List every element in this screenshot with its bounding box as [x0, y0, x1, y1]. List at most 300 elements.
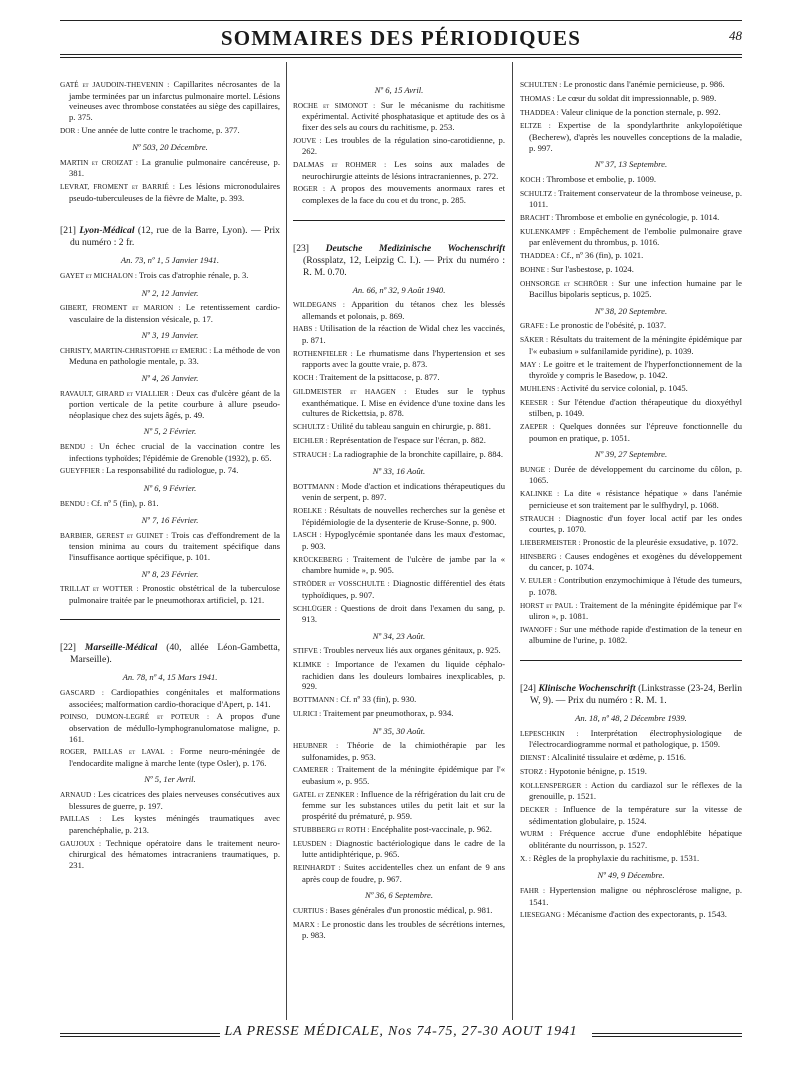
article-entry — [520, 264, 742, 276]
issue-date: Nº 5, 2 Février. — [143, 426, 197, 437]
article-authors: HINSBERG : — [520, 551, 562, 561]
issue-date: Nº 33, 16 Août. — [372, 466, 426, 477]
article-title: Théorie de la chimiothérapie par les sulfonamides, p. 953. — [302, 740, 505, 762]
article-entry — [520, 804, 742, 826]
article-title: A propos des mouvements anormaux rares et complexes de la face du cou et du tronc, p. 285. — [302, 183, 505, 205]
article-authors: DALMAS et ROHMER : — [293, 159, 387, 169]
article-entry — [520, 120, 742, 153]
article-entry — [293, 824, 505, 836]
article-authors: WURM : — [520, 829, 553, 839]
footer-rule-right — [592, 1033, 742, 1037]
article-title: Quelques données sur l'épreuve fonctionnelle du poumon en pratique, p. 1051. — [529, 421, 743, 443]
article-entry — [520, 752, 742, 764]
article-title: Traitement de l'ulcère de jambe par la « chambre humide », p. 905. — [302, 553, 506, 576]
issue-date: Nº 7, 16 Février. — [141, 515, 199, 526]
article-entry — [520, 278, 742, 300]
article-title: Deux cas d'ulcère géant de la portion verticale de la petite courbure à allure pseudo-néoplasique chez des sujets âgés, p. 49. — [69, 387, 280, 420]
article-title: Le pronostic dans les troubles de sécrétions internes, p. 983. — [302, 918, 506, 941]
article-authors: ULRICI : — [293, 708, 322, 718]
article-authors: SCHULTZ : — [520, 188, 557, 198]
issue-date: An. 66, nº 32, 9 Août 1940. — [352, 284, 446, 295]
article-title: Fréquence accrue d'une endophlébite hépatique oblitérante du nourrisson, p. 1527. — [529, 828, 742, 850]
article-entry — [520, 513, 742, 535]
article-title: Traitement conservateur de la thrombose veineuse, p. 1011. — [529, 187, 742, 210]
issue-date: Nº 36, 6 Septembre. — [365, 890, 433, 901]
article-entry — [520, 320, 742, 332]
article-authors: STRAUCH : — [520, 513, 561, 523]
article-title: Traitement par pneumothorax, p. 934. — [321, 707, 454, 718]
journal-name — [326, 243, 505, 254]
article-authors: HABS : — [293, 324, 317, 334]
journal-number: [21] — [60, 225, 80, 237]
article-title: Capillarites nécrosantes de la jambe terminées par un infarctus pulmonaire mortel. Lésions veineuses avec thrombose constatées au siège des capillaires, p. 375. — [69, 79, 281, 122]
issue-date: Nº 4, 26 Janvier. — [141, 373, 199, 384]
article-title: Encéphalite post-vaccinale, p. 962. — [369, 823, 492, 834]
journal-number: [23] — [293, 242, 326, 254]
article-authors: IWANOFF : — [520, 624, 557, 634]
article-authors: SÄKER : — [520, 335, 549, 345]
article-entry — [520, 624, 742, 646]
article-authors: BOHNE : — [520, 264, 549, 274]
article-title: Sur le mécanisme du rachitisme expérimental. Activité phosphatasique et aptitude des os à fixer des sels au cours du rachitisme, p. 253. — [302, 99, 505, 132]
article-authors: SCHLÜGER : — [293, 603, 337, 613]
article-authors: LIEBERMEISTER : — [520, 537, 581, 547]
article-title: Troubles nerveux liés aux organes génitaux, p. 925. — [321, 645, 501, 656]
article-title: A propos d'une observation de médullo-lymphogranulomatose maligne, p. 161. — [69, 711, 280, 744]
article-authors: LEPESCHKIN : — [520, 728, 579, 738]
article-authors: DECKER : — [520, 804, 558, 814]
article-title: Questions de droit dans l'examen du sang, p. 913. — [302, 602, 505, 625]
article-title: Utilisation de la réaction de Widal chez les vaccinés, p. 871. — [302, 323, 506, 346]
article-title: Alcalinité tissulaire et œdème, p. 1516. — [549, 752, 686, 763]
column-divider-2 — [512, 62, 513, 1020]
article-authors: LEUSDEN : — [293, 838, 332, 848]
article-authors: ROELKE : — [293, 506, 327, 516]
article-authors: TRILLAT et WOTTER : — [60, 584, 139, 594]
article-authors: BENDU : — [60, 442, 93, 452]
article-title: Le cœur du soldat dit impressionnable, p. 989. — [554, 92, 717, 103]
article-entry — [520, 909, 742, 921]
article-title: Thrombose et embolie en gynécologie, p. 1014. — [553, 211, 720, 222]
footer-text: LA PRESSE MÉDICALE, Nos 74-75, 27-30 AOUT 1941 — [224, 1024, 578, 1039]
article-authors: FAHR : — [520, 885, 546, 895]
article-authors: STORZ : — [520, 766, 547, 776]
article-entry — [520, 537, 742, 549]
article-authors: CHRISTY, MARTIN-CHRISTOPHE et EMERIC : — [60, 345, 212, 355]
article-entry — [293, 449, 505, 461]
article-title: Empêchement de l'embolie pulmonaire grave par enlèvement du thrombus, p. 1016. — [529, 225, 743, 248]
article-entry — [60, 687, 280, 709]
article-authors: MAY : — [520, 359, 541, 369]
article-entry — [293, 603, 505, 625]
journal-name-text: Lyon-Médical — [79, 225, 135, 237]
article-title: Pronostic de la pleurésie exsudative, p. 1072. — [580, 536, 739, 547]
article-title: Le pronostic dans l'anémie pernicieuse, p. 986. — [561, 79, 725, 89]
journal-name — [79, 225, 134, 236]
article-entry — [293, 708, 505, 720]
article-entry — [293, 505, 505, 527]
page-header — [60, 26, 742, 50]
article-entry — [520, 250, 742, 262]
article-title: Suites accidentelles chez un enfant de 9 ans après coup de foudre, p. 967. — [302, 861, 505, 884]
issue-date: Nº 3, 19 Janvier. — [141, 330, 199, 341]
article-title: Etudes sur le typhus exanthématique. I. Mise en évidence d'une toxine dans les cultures de Rickettsia, p. 878. — [302, 386, 505, 419]
issue-date: Nº 34, 23 Août. — [372, 630, 426, 641]
article-entry — [60, 746, 280, 768]
article-title: Influence de la température sur la vitesse de sédimentation globulaire, p. 1524. — [529, 803, 742, 826]
journal-number: [24] — [520, 683, 539, 695]
article-entry — [60, 302, 280, 324]
column-left — [60, 79, 280, 873]
article-authors: BOTTMANN : — [293, 481, 339, 491]
article-authors: LASCH : — [293, 530, 322, 540]
article-title: La méthode de von Meduna en pathologie mentale, p. 33. — [69, 344, 280, 367]
article-title: La radiographie de la bronchite capillaire, p. 884. — [330, 448, 503, 459]
article-title: Influence de la réfrigération du lait cru de femme sur les substances utiles du petit lait et sur la prospérité du prématuré, p. 959. — [302, 788, 506, 822]
article-title: Durée de développement du carcinome du côlon, p. 1065. — [529, 463, 742, 486]
article-title: Résultats du traitement de la méningite épidémique par l'« eubasium » sulfanilamide pyridine), p. 1039. — [529, 334, 742, 356]
article-authors: KRÜCKEBERG : — [293, 554, 349, 564]
header-rule-top — [60, 20, 742, 21]
article-title: Les soins aux malades de neurochirurgie atteints de lésions intracraniennes, p. 272. — [302, 158, 506, 181]
issue-date: Nº 5, 1er Avril. — [144, 774, 196, 785]
article-entry — [520, 766, 742, 778]
article-entry — [60, 441, 280, 463]
article-authors: MARTIN et CROIZAT : — [60, 157, 138, 167]
article-authors: KULENKAMPF : — [520, 226, 576, 236]
article-entry — [520, 359, 742, 381]
article-authors: BOTTMANN : — [293, 695, 339, 705]
article-authors: PAILLAS : — [60, 814, 102, 824]
article-entry — [293, 100, 505, 133]
article-title: Les troubles de la régulation sino-carotidienne, p. 262. — [302, 134, 505, 157]
article-authors: BRACHT : — [520, 212, 554, 222]
page-number: 48 — [729, 28, 742, 43]
article-authors: POINSO, DUMON-LEGRÉ et POTEUR : — [60, 712, 210, 722]
article-title: La dite « résistance hépatique » dans l'anémie pernicieuse et son traitement par le sulfhydryl, p. 1068. — [529, 488, 742, 510]
article-entry — [520, 885, 742, 907]
article-entry — [293, 694, 505, 706]
article-authors: GILDMEISTER et HAAGEN : — [293, 387, 407, 396]
article-entry — [520, 780, 742, 802]
article-entry — [60, 388, 280, 421]
article-authors: OHNSORGE et SCHRÖER : — [520, 278, 614, 288]
article-authors: ZAEPER : — [520, 422, 555, 432]
article-authors: GATÉ et JAUDOIN-THEVENIN : — [60, 80, 170, 89]
section-separator — [520, 660, 742, 661]
article-title: Traitement de la méningite épidémique par l'« eubasium », p. 955. — [302, 764, 505, 787]
issue-date: Nº 2, 12 Janvier. — [141, 287, 199, 298]
journal-heading — [60, 642, 280, 666]
article-entry — [293, 659, 505, 692]
article-authors: GATEL et ZENKER : — [293, 789, 359, 799]
issue-date: An. 18, nº 48, 2 Décembre 1939. — [575, 713, 687, 724]
article-title: Le goitre et le traitement de l'hyperfonctionnement de la thyroïde y compris le Basedow, p. 1042. — [529, 358, 742, 381]
article-authors: KOLLENSPERGER : — [520, 780, 588, 790]
article-entry — [60, 465, 280, 477]
issue-date: Nº 37, 13 Septembre. — [594, 159, 668, 170]
article-entry — [520, 551, 742, 573]
issue-date: An. 73, nº 1, 5 Janvier 1941. — [120, 255, 220, 266]
article-authors: WILDEGANS : — [293, 300, 345, 310]
article-title: Diagnostic d'un foyer local actif par les ondes courtes, p. 1070. — [529, 512, 742, 535]
article-title: Bases générales d'un pronostic médical, p. 981. — [327, 904, 493, 915]
article-authors: V. EULER : — [520, 576, 557, 586]
issue-date: Nº 6, 9 Février. — [143, 483, 197, 493]
article-authors: KEESER : — [520, 397, 554, 407]
journal-heading — [293, 243, 505, 279]
article-entry — [60, 157, 280, 179]
journal-heading — [520, 683, 742, 707]
article-title: Causes endogènes et exogènes du développement du cancer, p. 1074. — [529, 550, 742, 573]
article-entry — [293, 299, 505, 321]
article-title: La granulie pulmonaire cancéreuse, p. 381. — [69, 156, 280, 179]
article-authors: EICHLER : — [293, 435, 328, 445]
journal-details: (Linkstrasse (23-24, Berlin W, 9). — Prix du numéro : R. M. 1. — [530, 683, 742, 707]
article-entry — [60, 838, 280, 871]
article-title: Apparition du tétanos chez les blessés allemands et polonais, p. 869. — [302, 299, 505, 321]
article-entry — [293, 905, 505, 917]
article-entry — [293, 135, 505, 157]
article-entry — [293, 838, 505, 860]
issue-date: Nº 39, 27 Septembre. — [594, 449, 668, 460]
article-title: Valeur clinique de la ponction sternale, p. 992. — [558, 106, 721, 117]
article-authors: MUHLENS : — [520, 383, 560, 393]
article-authors: DIENST : — [520, 753, 550, 763]
article-authors: KALINKE : — [520, 489, 560, 499]
journal-details: (12, rue de la Barre, Lyon). — Prix du numéro : 2 fr. — [70, 225, 280, 249]
article-entry — [60, 345, 280, 367]
article-entry — [520, 79, 742, 91]
journal-details: (Rossplatz, 12, Leipzig C. I.). — Prix du numéro : R. M. 0.70. — [303, 254, 505, 278]
article-authors: HORST et PAUL : — [520, 600, 578, 610]
section-separator — [293, 220, 505, 221]
article-title: Cf. nº 33 (fin), p. 930. — [338, 694, 417, 705]
column-middle — [293, 79, 505, 943]
issue-date: Nº 6, 15 Avril. — [374, 85, 424, 95]
article-entry — [520, 488, 742, 510]
article-entry — [293, 578, 505, 600]
article-title: Hypoglycémie spontanée dans les maux d'estomac, p. 903. — [302, 529, 505, 552]
header-rule-bottom — [60, 54, 742, 55]
article-entry — [520, 188, 742, 210]
issue-date: Nº 503, 20 Décembre. — [132, 142, 208, 153]
article-authors: GAUJOUX : — [60, 838, 102, 848]
article-entry — [60, 270, 280, 282]
article-authors: THOMAS : — [520, 93, 555, 103]
column-divider-1 — [286, 62, 287, 1020]
article-entry — [293, 862, 505, 884]
article-entry — [520, 397, 742, 419]
article-entry — [293, 740, 505, 762]
article-authors: X. : — [520, 853, 531, 863]
article-entry — [293, 764, 505, 786]
article-title: Sur l'étendue d'action thérapeutique du dioxyéthyl stilben, p. 1049. — [529, 396, 743, 419]
article-title: Technique opératoire dans le traitement neuro-chirurgical des hématomes intracraniens traumatiques, p. 231. — [69, 837, 280, 870]
article-title: Sur l'asbestose, p. 1024. — [549, 263, 634, 274]
article-entry — [293, 529, 505, 551]
article-authors: STUBBBERG et ROTH : — [293, 824, 370, 834]
article-authors: KOCH : — [520, 174, 545, 184]
article-entry — [293, 481, 505, 503]
issue-date: Nº 35, 30 Août. — [372, 725, 426, 736]
article-entry — [293, 421, 505, 433]
article-entry — [520, 93, 742, 105]
journal-name-text: Marseille-Médical — [84, 642, 158, 654]
article-title: Traitement de la méningite épidémique par l'« uliron », p. 1081. — [529, 599, 742, 622]
article-title: Les lésions micronodulaires pseudo-tuberculeuses de la fièvre de Malte, p. 393. — [69, 181, 280, 203]
article-entry — [293, 323, 505, 345]
article-title: Forme neuro-méningée de l'endocardite maligne à marche lente (type Osler), p. 176. — [69, 746, 280, 768]
article-authors: ROGER : — [293, 184, 325, 194]
article-entry — [520, 383, 742, 395]
article-title: Thrombose et embolie, p. 1009. — [544, 173, 657, 184]
article-authors: STIFVE : — [293, 646, 322, 656]
article-authors: LIESEGANG : — [520, 910, 565, 920]
article-title: Action du cardiazol sur le réflexes de la grenouille, p. 1521. — [529, 779, 742, 802]
article-title: Le retentissement cardio-vasculaire de la distension vésicale, p. 17. — [69, 302, 280, 324]
article-entry — [60, 583, 280, 605]
section-separator — [60, 619, 280, 620]
article-authors: HEUBNER : — [293, 741, 339, 751]
article-title: Le pronostic de l'obésité, p. 1037. — [547, 320, 667, 331]
article-authors: BARBIER, GEREST et GUINET : — [60, 530, 169, 540]
article-authors: RAVAULT, GIRARD et VIALLIER : — [60, 388, 174, 398]
column-right — [520, 79, 742, 923]
article-authors: MARX : — [293, 919, 320, 929]
article-title: Diagnostic différentiel des états typhoïdiques, p. 907. — [302, 578, 505, 600]
article-entry — [520, 853, 742, 865]
page-title: SOMMAIRES DES PÉRIODIQUES — [220, 26, 582, 50]
article-entry — [520, 421, 742, 443]
article-title: Interprétation électrophysiologique de l'électrocardiogramme normal et pathologique, p. 1509. — [529, 727, 742, 750]
article-entry — [60, 813, 280, 835]
article-authors: STRÖDER et VOSSCHULTE : — [293, 579, 390, 589]
article-title: Les kystes méningés traumatiques avec parenchéphalie, p. 213. — [69, 813, 280, 836]
header-rule-bottom-2 — [60, 57, 742, 58]
article-title: Activité du service colonial, p. 1045. — [559, 382, 688, 393]
article-authors: GASCARD : — [60, 687, 104, 697]
article-title: Importance de l'examen du liquide céphalo-rachidien dans les douleurs lombaires inexplicables, p. 929. — [302, 659, 505, 692]
journal-number: [22] — [60, 642, 85, 654]
article-authors: ROTHENFIELER : — [293, 348, 353, 358]
article-title: Hypertension maligne ou néphrosclérose maligne, p. 1541. — [529, 884, 742, 907]
article-title: Hypotonie bénigne, p. 1519. — [546, 765, 647, 776]
issue-date: An. 78, nº 4, 15 Mars 1941. — [122, 672, 218, 683]
article-title: Mode d'action et indications thérapeutiques du venin de serpent, p. 897. — [302, 480, 505, 503]
article-title: Trois cas d'atrophie rénale, p. 3. — [136, 269, 249, 280]
issue-date: Nº 8, 23 Février. — [141, 568, 199, 579]
article-title: Résultats de nouvelles recherches sur la genèse et l'épidémiologie de la dysenterie de Kruse-Sonne, p. 900. — [302, 505, 506, 527]
article-entry — [293, 183, 505, 205]
article-entry — [520, 828, 742, 850]
article-authors: THADDEA : — [520, 251, 559, 261]
article-authors: ELTZE : — [520, 121, 551, 131]
article-authors: KLIMKE : — [293, 660, 330, 670]
article-entry — [293, 919, 505, 941]
article-entry — [520, 107, 742, 119]
article-authors: DOR : — [60, 125, 80, 135]
article-entry — [520, 575, 742, 597]
article-title: La responsabilité du radiologue, p. 74. — [104, 465, 239, 476]
article-title: Le rhumatisme dans l'hypertension et ses rapports avec la goutte vraie, p. 873. — [302, 347, 505, 370]
article-authors: REINHARDT : — [293, 862, 341, 872]
article-entry — [520, 728, 742, 750]
article-title: Traitement de la psittacose, p. 877. — [317, 372, 440, 383]
article-entry — [293, 554, 505, 576]
article-entry — [293, 372, 505, 384]
article-entry — [520, 464, 742, 486]
article-authors: BENDU : — [60, 498, 89, 508]
article-entry — [520, 174, 742, 186]
article-entry — [293, 159, 505, 181]
article-title: Expertise de la spondylarthrite ankylopoïétique (Becherew), d'après les nouvelles conceptions de la maladie, p. 997. — [529, 120, 743, 153]
article-authors: KOCH : — [293, 373, 318, 383]
article-authors: GAYET et MICHALON : — [60, 270, 137, 280]
journal-name — [539, 683, 636, 694]
issue-date: Nº 49, 9 Décembre. — [597, 870, 665, 881]
article-authors: STRAUCH : — [293, 449, 331, 459]
article-entry — [520, 600, 742, 622]
article-authors: LEVRAT, FROMENT et BARRIÉ : — [60, 182, 175, 192]
article-title: Une année de lutte contre le trachome, p. 377. — [79, 124, 240, 135]
article-authors: ARNAUD : — [60, 790, 96, 800]
article-entry — [60, 79, 280, 122]
article-title: Sur une méthode rapide d'estimation de la teneur en albumine de l'urine, p. 1082. — [529, 623, 742, 646]
article-authors: GIBERT, FROMENT et MARION : — [60, 303, 181, 313]
article-entry — [60, 711, 280, 744]
journal-name-text: Klinische Wochenschrift — [538, 683, 636, 695]
article-authors: SCHULTZ : — [293, 421, 330, 431]
article-entry — [293, 789, 505, 822]
article-authors: BUNGE : — [520, 464, 551, 474]
article-title: Contribution enzymochimique à l'étude des tumeurs, p. 1078. — [529, 575, 742, 597]
journal-details: (40, allée Léon-Gambetta, Marseille). — [70, 642, 280, 666]
article-title: Un échec crucial de la vaccination contre les infections typhoïdes; l'épidémie de Grenoble (1932), p. 65. — [69, 441, 280, 463]
article-authors: CURTIUS : — [293, 905, 328, 915]
article-title: Cf., nº 36 (fin), p. 1021. — [558, 250, 644, 261]
issue-date: Nº 38, 20 Septembre. — [594, 305, 668, 316]
article-authors: JOUVE : — [293, 135, 322, 145]
article-title: Les cicatrices des plaies nerveuses consécutives aux blessures de guerre, p. 197. — [69, 789, 280, 811]
article-entry — [60, 789, 280, 811]
article-title: Mécanisme d'action des expectorants, p. 1543. — [564, 909, 727, 920]
article-authors: ROCHE et SIMONOT : — [293, 100, 376, 110]
article-entry — [60, 498, 280, 510]
article-entry — [293, 435, 505, 447]
article-authors: SCHULTEN : — [520, 80, 562, 89]
article-entry — [293, 645, 505, 657]
article-title: Règles de la prophylaxie du rachitisme, p. 1531. — [530, 852, 700, 863]
article-title: Diagnostic bactériologique dans le cadre de la lutte antidiphtérique, p. 965. — [302, 837, 506, 860]
article-entry — [293, 348, 505, 370]
article-entry — [60, 530, 280, 563]
article-authors: GRAFE : — [520, 321, 548, 331]
article-title: Trois cas d'effondrement de la tension minima au cours du traitement spécifique dans l'insuffisance aortique spécifique, p. 101. — [69, 529, 280, 562]
article-authors: THADDEA : — [520, 107, 559, 117]
article-title: Cardiopathies congénitales et malformations associées; malformation cardio-thoracique d'Apert, p. 141. — [69, 686, 280, 709]
article-title: Cf. nº 5 (fin), p. 81. — [89, 497, 159, 508]
article-entry — [60, 125, 280, 137]
article-authors: GUEYFFIER : — [60, 466, 104, 476]
article-authors: ROGER, PAILLAS et LAVAL : — [60, 747, 173, 757]
journal-name — [85, 642, 157, 653]
article-title: Sur une infection humaine par le Bacillus bipolaris septicus, p. 1025. — [529, 277, 742, 300]
article-title: Utilité du tableau sanguin en chirurgie, p. 881. — [329, 420, 491, 431]
article-entry — [520, 334, 742, 356]
journal-name-text: Deutsche Medizinische Wochenschrift — [325, 242, 505, 254]
article-entry — [520, 226, 742, 248]
